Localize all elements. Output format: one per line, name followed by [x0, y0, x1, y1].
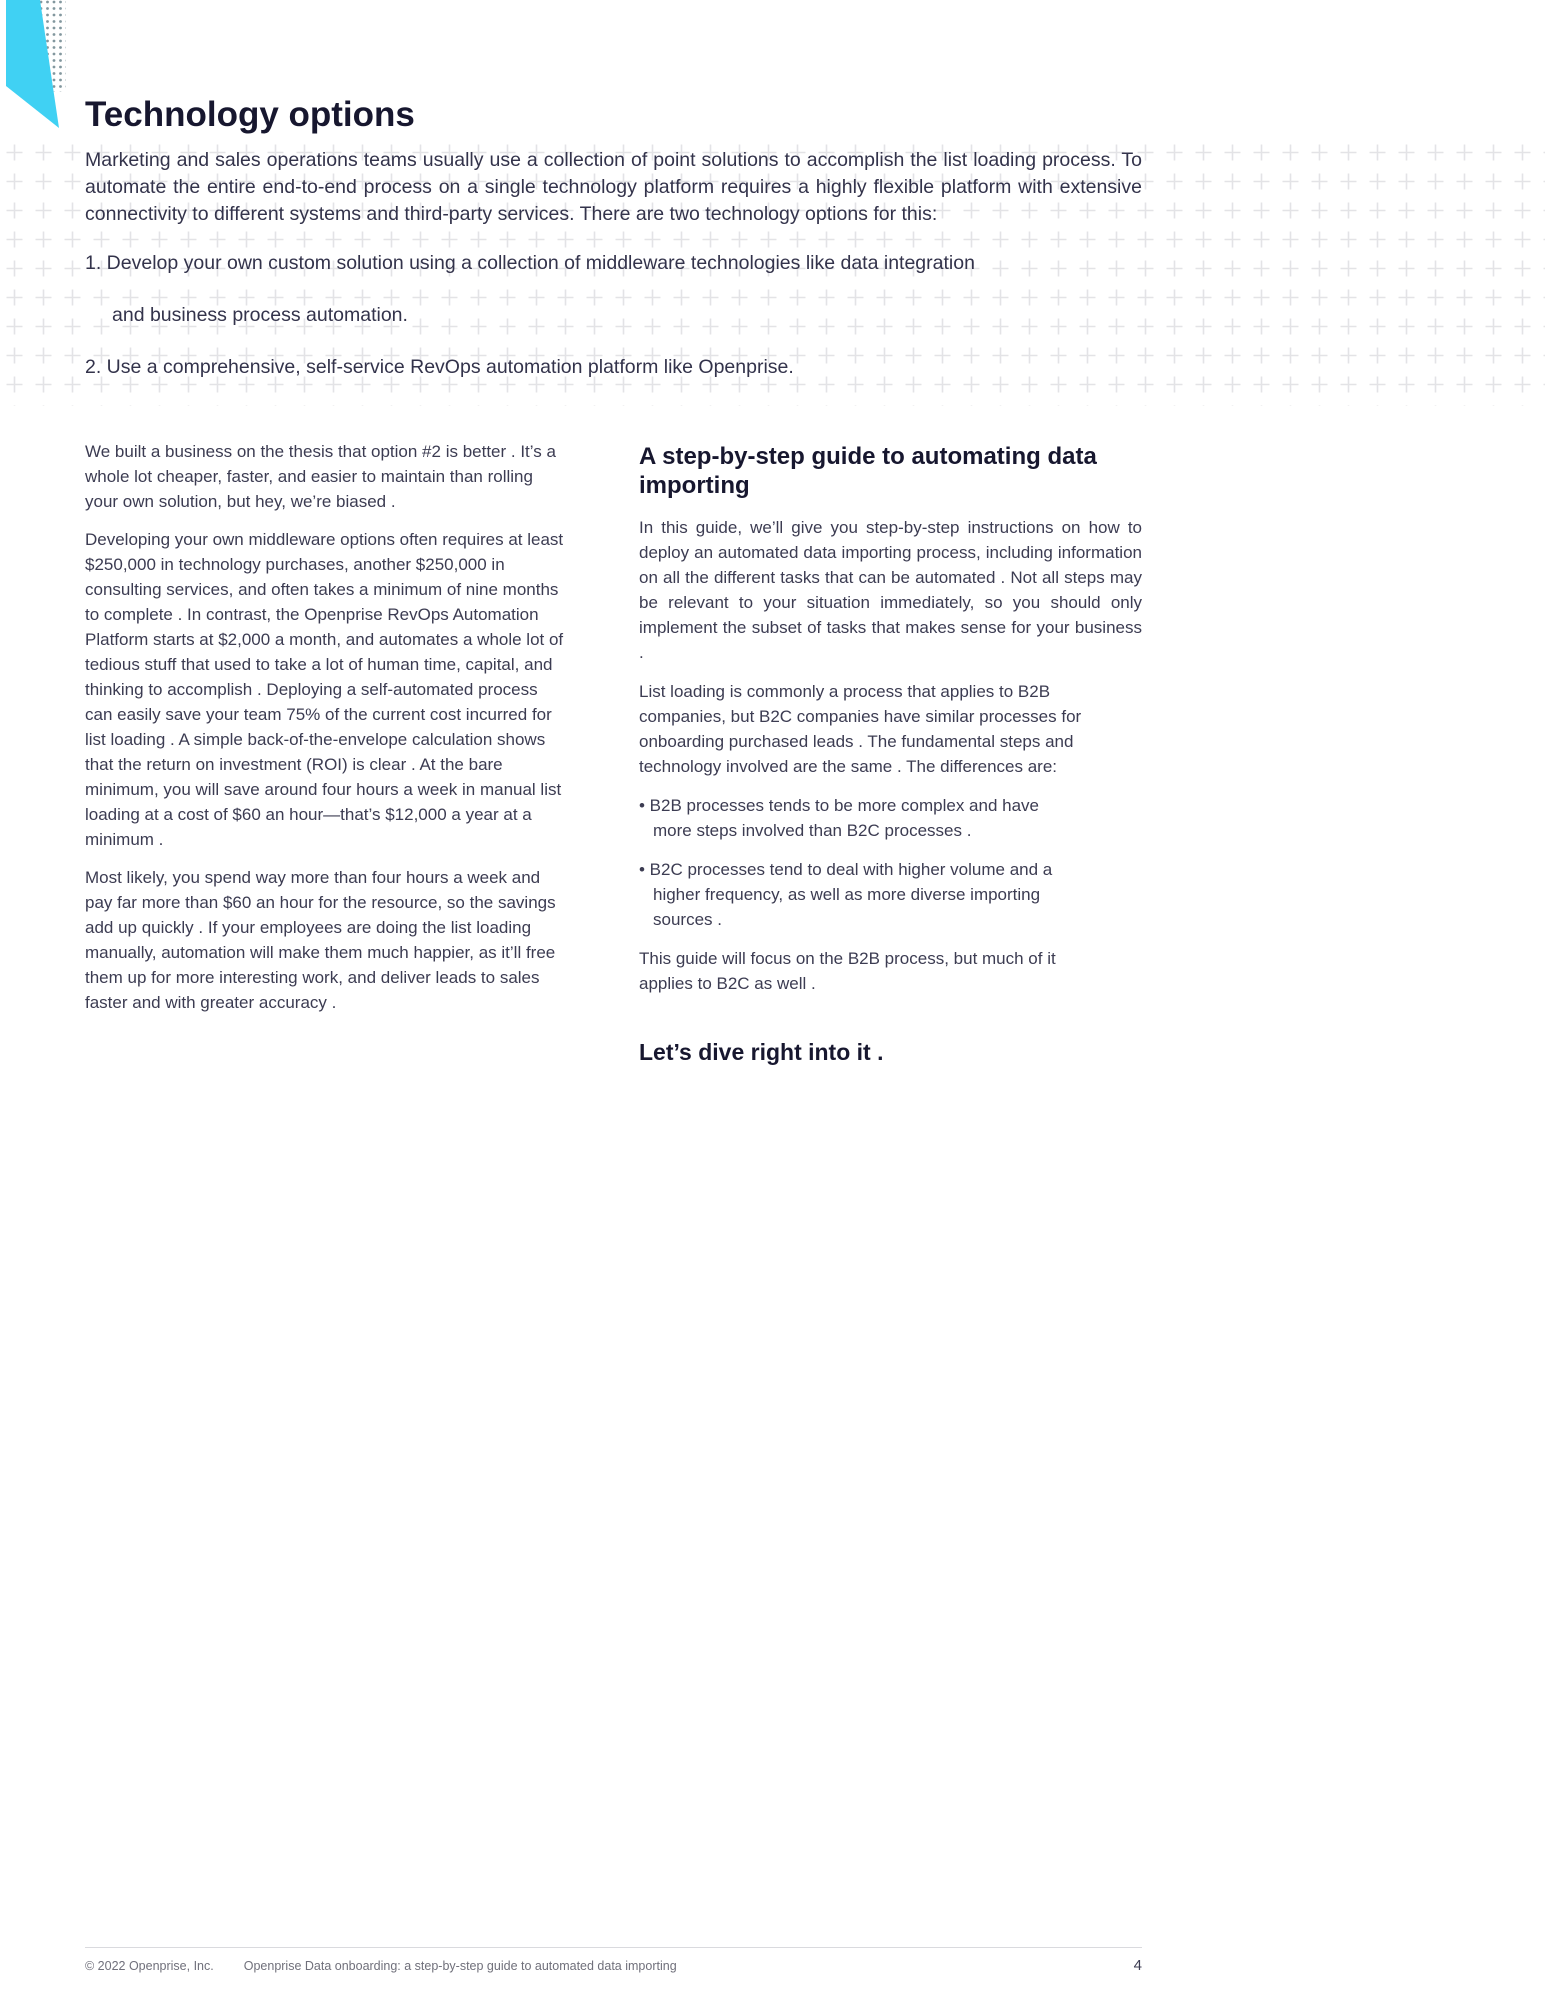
corner-decoration [0, 0, 80, 140]
bullet-item-b2c: • B2C processes tend to deal with higher volume and a higher frequency, as well as more diverse importing sources . [639, 860, 1053, 929]
closing-paragraph: This guide will focus on the B2B process, but much of it applies to B2C as well . [639, 949, 1056, 993]
left-column [85, 439, 567, 1066]
technology-options-list [85, 250, 1142, 381]
footer-copyright: © 2022 Openprise, Inc. [85, 1959, 214, 1973]
cta-heading: Let’s dive right into it . [639, 1039, 884, 1065]
section-heading: A step-by-step guide to automating data importing [639, 443, 1097, 499]
page-content [85, 0, 1142, 1066]
option-1-line-2: and business process automation. [112, 304, 408, 326]
bullet-item-b2b: • B2B processes tends to be more complex and have more steps involved than B2C processes . [639, 796, 1040, 840]
right-column [639, 439, 1142, 1066]
right-paragraph-1: In this guide, we’ll give you step-by-step instructions on how to deploy an automated data importing process, including information on all the different tasks that can be automated . Not all steps may be relevant to your situation immediately, so you should only implement the subset of tasks that makes sense for your business . [639, 518, 1142, 662]
right-paragraph-2: List loading is commonly a process that applies to B2B companies, but B2C companies have similar processes for onboarding purchased leads . The fundamental steps and technology involved are the same . The differences are: [639, 682, 1082, 776]
page-title: Technology options [85, 95, 415, 134]
option-2: 2. Use a comprehensive, self-service RevOps automation platform like Openprise. [85, 356, 794, 378]
corner-decoration-svg [0, 0, 80, 140]
option-1-line-1: 1. Develop your own custom solution using a collection of middleware technologies like data integration [85, 252, 975, 274]
footer-page-number: 4 [1133, 1957, 1142, 1974]
page-footer [85, 1947, 1142, 1974]
left-paragraph-2: Developing your own middleware options often requires at least $250,000 in technology purchases, another $250,000 in consulting services, and often takes a minimum of nine months to complete . In contrast, the Openprise RevOps Automation Platform starts at $2,000 a month, and automates a whole lot of tedious stuff that used to take a lot of human time, capital, and thinking to accomplish . Deploying a self-automated process can easily save your team 75% of the current cost incurred for list loading . A simple back-of-the-envelope calculation shows that the return on investment (ROI) is clear . At the bare minimum, you will save around four hours a week in manual list loading at a cost of $60 an hour—that’s $12,000 a year at a minimum . [85, 530, 564, 849]
left-paragraph-1: We built a business on the thesis that option #2 is better . It’s a whole lot cheaper, faster, and easier to maintain than rolling your own solution, but hey, we’re biased . [85, 442, 556, 511]
footer-document-title: Openprise Data onboarding: a step-by-step guide to automated data importing [243, 1959, 677, 1973]
two-column-body [85, 439, 1142, 1066]
left-paragraph-3: Most likely, you spend way more than four hours a week and pay far more than $60 an hour for the resource, so the savings add up quickly . If your employees are doing the list loading manually, automation will make them much happier, as it’ll free them up for more interesting work, and deliver leads to sales faster and with greater accuracy . [85, 868, 556, 1012]
intro-paragraph: Marketing and sales operations teams usually use a collection of point solutions to accomplish the list loading process. To automate the entire end-to-end process on a single technology platform requires a highly flexible platform with extensive connectivity to different systems and third-party services. There are two technology options for this: [85, 149, 1142, 225]
